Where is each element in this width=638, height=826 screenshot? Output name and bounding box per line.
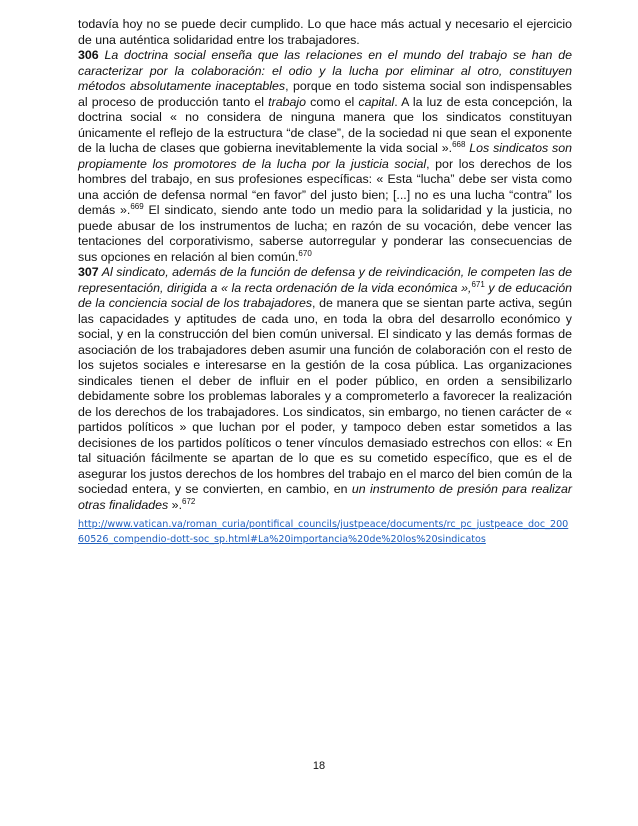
page-number: 18: [312, 760, 326, 772]
footnote-ref: 668: [452, 139, 466, 149]
section-307: [78, 265, 572, 513]
italic-text: trabajo: [268, 94, 307, 109]
text: ».: [168, 497, 183, 512]
document-body: [78, 17, 572, 547]
footnote-ref: 669: [130, 201, 144, 211]
footnote-ref: 671: [471, 279, 485, 289]
italic-text: un instrumento de presión para realizar otras finalidades: [78, 482, 572, 512]
text: como el: [306, 94, 359, 109]
italic-text: Al sindicato, además de la función de defensa y de reivindicación, le competen las de representación, dirigida a « la recta ordenación de la vida económica »,: [78, 265, 572, 295]
text: El sindicato, siendo ante todo un medio para la solidaridad y la justicia, no puede abusar de los instrumentos de lucha; en razón de su vocación, debe vencer las tentaciones del corporativismo, saberse autorregular y ponderar las consecuencias de sus opciones en relación al bien común.: [78, 203, 573, 264]
footnote-ref: 670: [298, 248, 312, 258]
section-number: 307: [78, 265, 99, 279]
italic-text: La doctrina social enseña que las relaciones en el mundo del trabajo se han de caracterizar por la colaboración: el odio y la lucha por eliminar al otro, constituyen métodos absolutamente inaceptables: [78, 48, 572, 93]
footnote-ref: 672: [182, 496, 196, 506]
source-link[interactable]: http://www.vatican.va/roman_curia/pontifical_councils/justpeace/documents/rc_pc_justpeace_doc_20060526_compendio-dott-soc_sp.html#La%20importancia%20de%20los%20sindicatos: [78, 519, 569, 545]
italic-text: y de educación de la conciencia social de los trabajadores: [78, 280, 573, 310]
text: , porque en todo sistema social son indispensables al proceso de producción tanto el: [78, 79, 572, 109]
paragraph-intro: todavía hoy no se puede decir cumplido. Lo que hace más actual y necesario el ejercicio de una auténtica solidaridad entre los trabajadores.: [78, 17, 572, 47]
italic-text: Los sindicatos son propiamente los promotores de la lucha por la justicia social: [78, 141, 572, 171]
section-number: 306: [78, 48, 99, 62]
italic-text: capital: [358, 94, 395, 109]
text: , de manera que se sientan parte activa, según las capacidades y aptitudes de cada uno, en toda la obra del desarrollo económico y social, y en la construcción del bien común universal. El sindicato y las demás formas de asociación de los trabajadores deben asumir una función de colaboración con el resto de los sujetos sociales e interesarse en la gestión de la cosa pública. Las organizaciones sindicales tienen el deber de influir en el poder público, en orden a sensibilizarlo debidamente sobre los problemas laborales y a comprometerlo a favorecer la realización de los derechos de los trabajadores. Los sindicatos, sin embargo, no tienen carácter de « partidos políticos » que luchan por el poder, y tampoco deben estar sometidos a las decisiones de los partidos políticos o tener vínculos demasiado estrechos con ellos: « En tal situación fácilmente se apartan de lo que es su cometido específico, que es el de asegurar los justos derechos de los hombres del trabajo en el marco del bien común de la sociedad entera, y se convierten, en cambio, en: [78, 296, 572, 496]
text: . A la luz de esta concepción, la doctrina social « no considera de ninguna manera que los sindicatos constituyan únicamente el reflejo de la estructura “de clase”, de la sociedad ni que sean el exponente de la lucha de clases que gobierna inevitablemente la vida social ».: [78, 94, 572, 155]
section-306: [78, 48, 572, 265]
text: , por los derechos de los hombres del trabajo, en sus profesiones específicas: « Esta “lucha” debe ser vista como una acción de defensa normal “en favor” del justo bien; [...] no es una lucha “contra” los demás ».: [78, 156, 572, 217]
